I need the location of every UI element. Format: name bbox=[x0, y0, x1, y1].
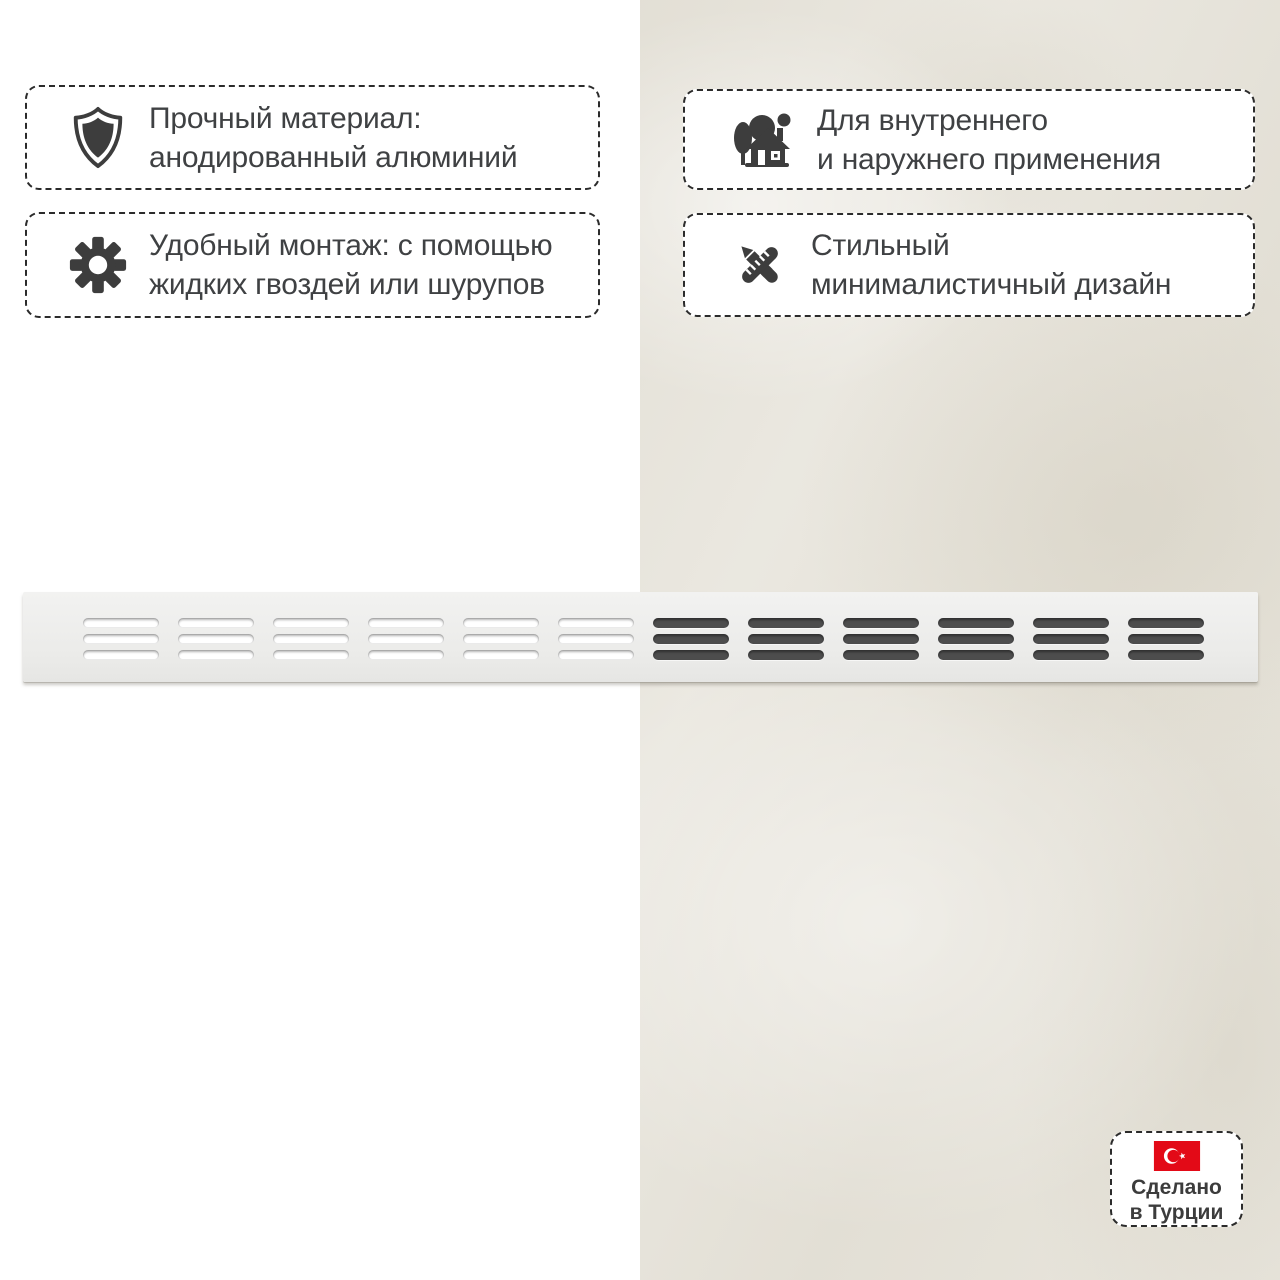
vent-slot-group bbox=[368, 618, 444, 660]
vent-slot-outline bbox=[83, 650, 159, 660]
vent-slot-dark bbox=[1128, 618, 1204, 628]
feature-text-usage bbox=[817, 101, 1161, 179]
vent-slot-group bbox=[463, 618, 539, 660]
vent-slot-outline bbox=[368, 618, 444, 628]
vent-slot-outline bbox=[463, 618, 539, 628]
vent-slot-outline bbox=[273, 618, 349, 628]
vent-slot-outline bbox=[178, 634, 254, 644]
vent-slot-dark bbox=[748, 618, 824, 628]
feature-text-material bbox=[149, 99, 517, 177]
feature-text-design bbox=[811, 226, 1171, 304]
vent-slot-outline bbox=[463, 650, 539, 660]
feature-line: и наружнего применения bbox=[817, 142, 1162, 176]
vent-slot-outline bbox=[368, 650, 444, 660]
made-in-line: Сделано bbox=[1131, 1176, 1222, 1199]
vent-slot-outline bbox=[273, 634, 349, 644]
vent-slot-group bbox=[1033, 618, 1109, 660]
feature-line: минималистичный дизайн bbox=[811, 268, 1172, 301]
vent-slot-group bbox=[653, 618, 729, 660]
vent-slot-dark bbox=[1033, 618, 1109, 628]
vent-slot-dark bbox=[1033, 650, 1109, 660]
turkey-flag-icon bbox=[1146, 1141, 1208, 1171]
feature-line: Стильный bbox=[811, 229, 950, 262]
gear-icon bbox=[67, 234, 129, 296]
vent-slot-group bbox=[558, 618, 634, 660]
vent-slot-dark bbox=[938, 634, 1014, 644]
vent-slot-outline bbox=[368, 634, 444, 644]
pencil-ruler-icon bbox=[731, 236, 789, 294]
vent-slot-group bbox=[178, 618, 254, 660]
vent-slot-outline bbox=[83, 634, 159, 644]
vent-slot-groups bbox=[83, 618, 1204, 660]
feature-card-material bbox=[25, 85, 600, 190]
vent-slot-outline bbox=[178, 650, 254, 660]
vent-slot-outline bbox=[558, 634, 634, 644]
vent-slot-dark bbox=[843, 618, 919, 628]
vent-slot-dark bbox=[653, 634, 729, 644]
vent-slot-dark bbox=[938, 650, 1014, 660]
vent-slot-outline bbox=[558, 650, 634, 660]
feature-line: анодированный алюминий bbox=[149, 140, 518, 174]
vent-slot-dark bbox=[1128, 650, 1204, 660]
vent-slot-dark bbox=[1128, 634, 1204, 644]
feature-text-mounting bbox=[149, 226, 552, 304]
vent-slot-outline bbox=[463, 634, 539, 644]
vent-slot-group bbox=[748, 618, 824, 660]
vent-slot-dark bbox=[938, 618, 1014, 628]
vent-slot-outline bbox=[83, 618, 159, 628]
vent-slot-group bbox=[83, 618, 159, 660]
vent-slot-dark bbox=[653, 618, 729, 628]
vent-slot-dark bbox=[843, 650, 919, 660]
vent-slot-outline bbox=[178, 618, 254, 628]
vent-slot-group bbox=[1128, 618, 1204, 660]
vent-slot-group bbox=[843, 618, 919, 660]
vent-slot-outline bbox=[273, 650, 349, 660]
vent-grille-product bbox=[23, 592, 1258, 682]
vent-slot-group bbox=[273, 618, 349, 660]
vent-slot-dark bbox=[843, 634, 919, 644]
vent-slot-outline bbox=[558, 618, 634, 628]
vent-slot-group bbox=[938, 618, 1014, 660]
feature-line: Прочный материал: bbox=[149, 101, 422, 135]
shield-icon bbox=[67, 105, 129, 171]
vent-slot-dark bbox=[1033, 634, 1109, 644]
feature-line: Удобный монтаж: с помощью bbox=[149, 229, 553, 262]
feature-card-mounting bbox=[25, 212, 600, 318]
made-in-badge bbox=[1110, 1131, 1243, 1227]
vent-slot-dark bbox=[748, 634, 824, 644]
feature-card-design bbox=[683, 213, 1255, 317]
vent-slot-dark bbox=[748, 650, 824, 660]
feature-line: Для внутреннего bbox=[817, 103, 1048, 137]
feature-card-usage bbox=[683, 89, 1255, 190]
vent-slot-dark bbox=[653, 650, 729, 660]
made-in-line: в Турции bbox=[1129, 1201, 1224, 1224]
feature-line: жидких гвоздей или шурупов bbox=[149, 268, 545, 301]
house-nature-icon bbox=[731, 109, 795, 171]
